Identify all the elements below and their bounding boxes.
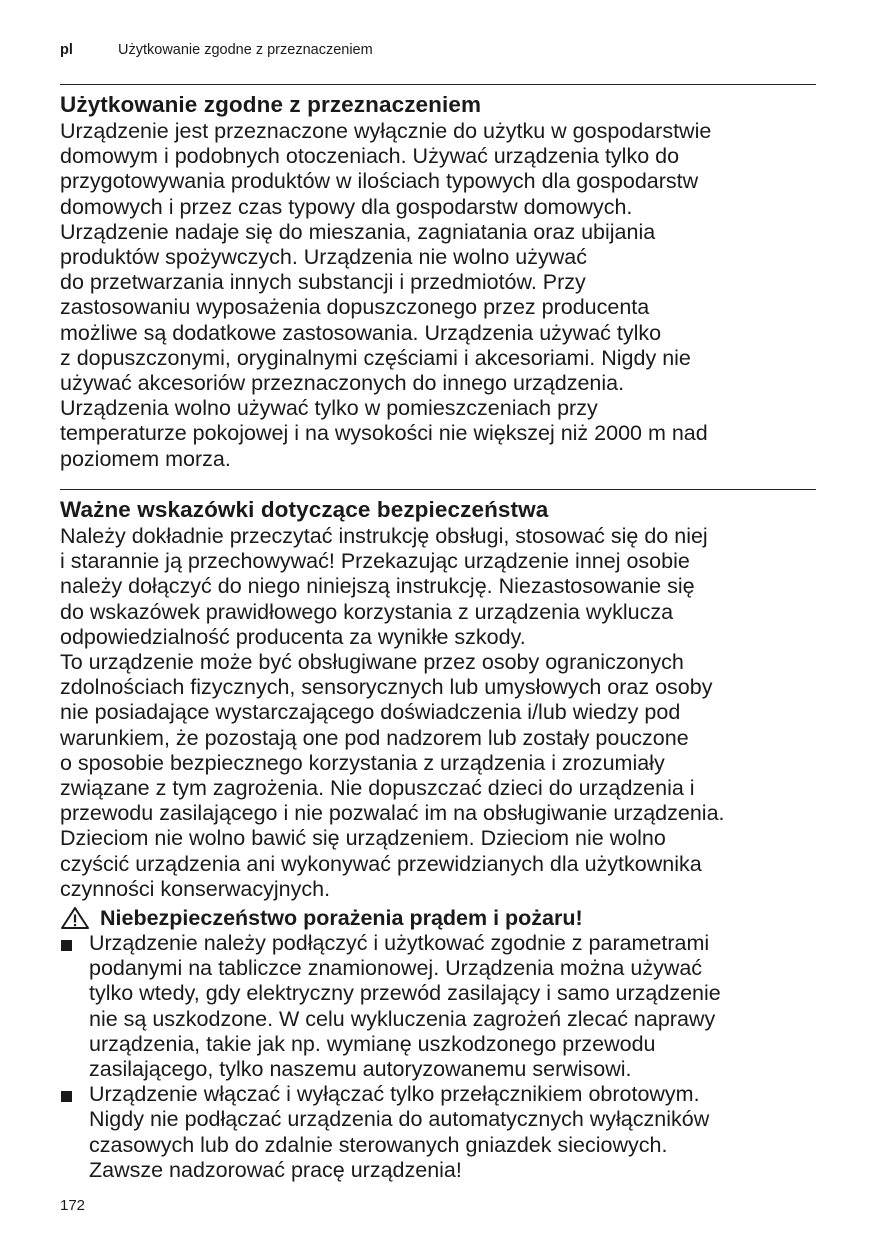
section-heading: Ważne wskazówki dotyczące bezpieczeństwa (60, 497, 549, 522)
text-line: Urządzenie nadaje się do mieszania, zagniatania oraz ubijania (60, 219, 656, 244)
text-line: odpowiedzialność producenta za wynikłe szkody. (60, 624, 526, 649)
text-line: urządzenia, takie jak np. wymianę uszkodzonego przewodu (89, 1031, 656, 1056)
section-body (60, 524, 816, 902)
section-heading: Użytkowanie zgodne z przeznaczeniem (60, 92, 482, 117)
text-line: możliwe są dodatkowe zastosowania. Urządzenia używać tylko (60, 320, 662, 345)
text-line: warunkiem, że pozostają one pod nadzorem lub zostały pouczone (60, 725, 689, 750)
text-line: o sposobie bezpiecznego korzystania z urządzenia i zrozumiały (60, 750, 665, 775)
square-bullet-icon (61, 940, 72, 951)
text-line: zasilającego, tylko naszemu autoryzowanemu serwisowi. (89, 1057, 632, 1082)
text-line: domowych i przez czas typowy dla gospodarstw domowych. (60, 194, 633, 219)
text-line: zdolnościach fizycznych, sensorycznych lub umysłowych oraz osoby (60, 675, 713, 700)
text-line: czynności konserwacyjnych. (60, 876, 331, 901)
text-line: produktów spożywczych. Urządzenia nie wolno używać (60, 245, 587, 270)
text-line: należy dołączyć do niego niniejszą instrukcję. Niezastosowanie się (60, 574, 695, 599)
text-line: nie są uszkodzone. W celu wykluczenia zagrożeń zlecać naprawy (89, 1006, 716, 1031)
text-line: domowym i podobnych otoczeniach. Używać urządzenia tylko do (60, 144, 680, 169)
text-line: Zawsze nadzorować pracę urządzenia! (89, 1157, 462, 1182)
text-line: zastosowaniu wyposażenia dopuszczonego przez producenta (60, 295, 650, 320)
page-number: 172 (60, 1197, 86, 1214)
text-line: Urządzenie jest przeznaczone wyłącznie do użytku w gospodarstwie (60, 119, 712, 143)
text-line: tylko wtedy, gdy elektryczny przewód zasilający i samo urządzenie (89, 981, 721, 1006)
text-line: przygotowywania produktów w ilościach typowych dla gospodarstw (60, 169, 699, 194)
text-line: z dopuszczonymi, oryginalnymi częściami i akcesoriami. Nigdy nie (60, 345, 691, 370)
text-line: Urządzenia wolno używać tylko w pomieszczeniach przy (60, 396, 598, 421)
text-line: do wskazówek prawidłowego korzystania z urządzenia wyklucza (60, 599, 674, 624)
warning-heading (60, 905, 816, 931)
text-line: nie posiadające wystarczającego doświadczenia i/lub wiedzy pod (60, 700, 681, 725)
text-line: Należy dokładnie przeczytać instrukcję obsługi, stosować się do niej (60, 524, 708, 548)
text-line: Nigdy nie podłączać urządzenia do automatycznych wyłączników (89, 1107, 710, 1132)
section-safety-instructions (60, 489, 816, 1183)
text-line: czyścić urządzenia ani wykonywać przewidzianych dla użytkownika (60, 851, 702, 876)
warning-bullet-list (60, 931, 816, 1183)
warning-title: Niebezpieczeństwo porażenia prądem i pożaru! (100, 906, 583, 931)
text-line: do przetwarzania innych substancji i przedmiotów. Przy (60, 270, 586, 295)
text-line: przewodu zasilającego i nie pozwalać im na obsługiwanie urządzenia. (60, 801, 725, 826)
text-line: Urządzenie włączać i wyłączać tylko przełącznikiem obrotowym. (89, 1082, 700, 1107)
text-line: Dzieciom nie wolno bawić się urządzeniem. Dzieciom nie wolno (60, 826, 666, 851)
text-line: używać akcesoriów przeznaczonych do innego urządzenia. (60, 371, 625, 396)
list-item (60, 1082, 816, 1183)
running-header (60, 40, 373, 60)
text-line: To urządzenie może być obsługiwane przez osoby ograniczonych (60, 650, 684, 675)
text-line: podanymi na tabliczce znamionowej. Urządzenia można używać (89, 956, 703, 981)
text-line: Urządzenie należy podłączyć i użytkować zgodnie z parametrami (89, 931, 710, 956)
manual-page (60, 0, 816, 1241)
text-line: i starannie ją przechowywać! Przekazując urządzenie innej osobie (60, 549, 690, 574)
section-intended-use (60, 84, 816, 472)
list-item (60, 931, 816, 1082)
text-line: związane z tym zagrożenia. Nie dopuszczać dzieci do urządzenia i (60, 776, 695, 801)
running-header-title: Użytkowanie zgodne z przeznaczeniem (118, 42, 373, 58)
language-code: pl (60, 42, 73, 58)
warning-triangle-icon (60, 906, 90, 930)
section-body (60, 119, 816, 472)
text-line: poziomem morza. (60, 446, 231, 471)
text-line: temperaturze pokojowej i na wysokości nie większej niż 2000 m nad (60, 421, 708, 446)
text-line: czasowych lub do zdalnie sterowanych gniazdek sieciowych. (89, 1132, 668, 1157)
square-bullet-icon (61, 1091, 72, 1102)
